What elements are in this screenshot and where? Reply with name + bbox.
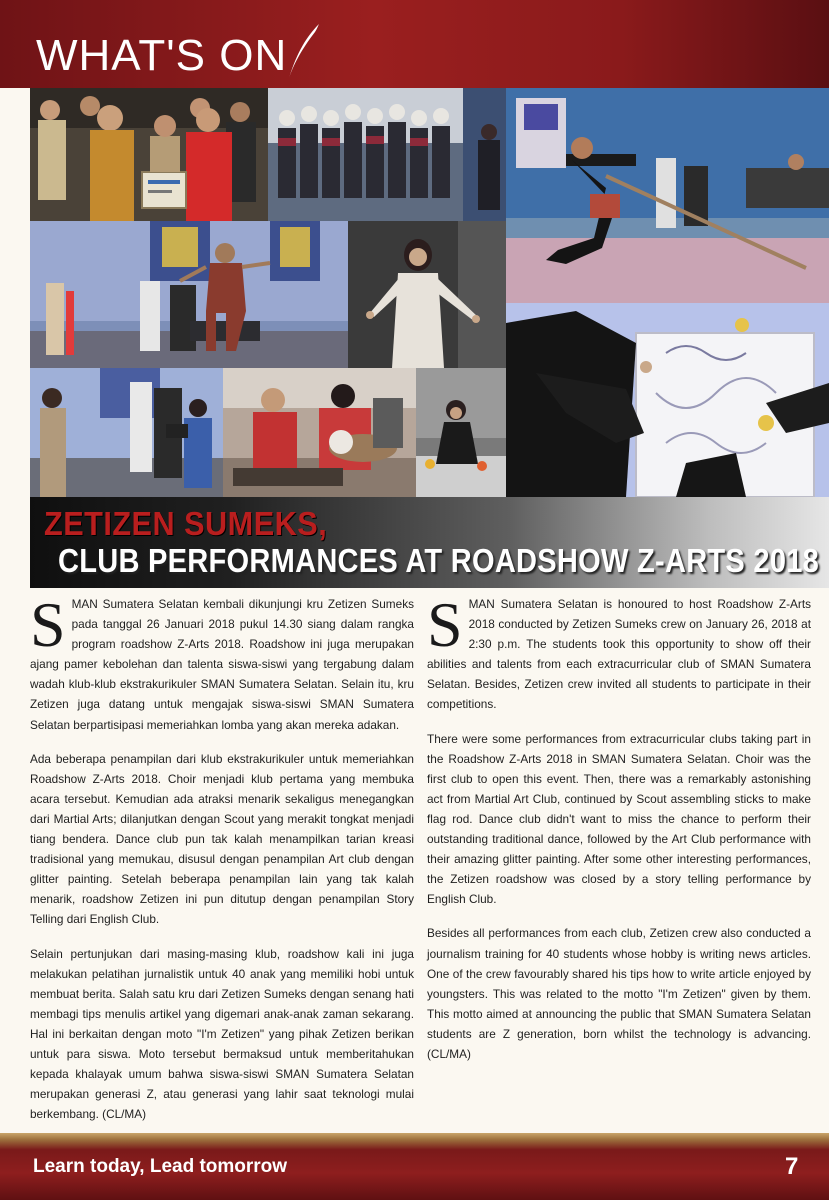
english-paragraph-1-text: MAN Sumatera Selatan is honoured to host Roadshow Z-Arts 2018 conducted by Zetizen Sumeks crew on January 26, 2018 at 2:30 p.m. The students took this opportunity to show off their abilities and talents from each extracurricular club of SMAN Sumatera Selatan. Besides, Zetizen crew invited all students to participate in their competitions. <box>427 597 811 712</box>
header-band <box>0 0 829 88</box>
english-paragraph-2: There were some performances from extracurricular clubs taking part in the Roadshow Z-Arts 2018 in SMAN Sumatera Selatan. Choir was the first club to open this event. Then, there was a remarkably astonishing act from Martial Art Club, continued by Scout assembling sticks to make flag rod. Dance club didn't want to miss the chance to perform their outstanding traditional dance, followed by the Art Club performance with their amazing glitter painting. After some other interesting performances, the Zetizen roadshow was closed by a story telling performance by English Club. <box>427 731 811 907</box>
indonesian-paragraph-1-text: MAN Sumatera Selatan kembali dikunjungi kru Zetizen Sumeks pada tanggal 26 Januari 2018 pukul 14.30 siang dalam rangka program roadshow Z-Arts 2018. Roadshow ini juga merupakan ajang pamer kebolehan dan talenta siswa-siswi yang tergabung dalam wadah klub-klub ekstrakurikuler SMAN Sumatera Selatan. Selain itu, kru Zetizen juga datang untuk mengajak siswa-siswi SMAN Sumatera Selatan berpartisipasi memeriahkan lomba yang akan mereka adakan. <box>30 597 414 732</box>
footer-tagline: Learn today, Lead tomorrow <box>33 1156 288 1177</box>
indonesian-column <box>30 589 414 1138</box>
photo-first-aid <box>223 368 416 497</box>
photo-dance <box>30 221 348 368</box>
photo-collage <box>30 88 829 497</box>
photo-seated-girl <box>416 368 506 497</box>
indonesian-paragraph-2: Ada beberapa penampilan dari klub ekstrakurikuler untuk memeriahkan Roadshow Z-Arts 2018. Choir menjadi klub pertama yang membuka acara tersebut. Kemudian ada atraksi menarik sekaligus menegangkan dari Martial Arts; dilanjutkan dengan Scout yang merakit tongkat menjadi tiang bendera. Dance club pun tak kalah menampilkan tarian kreasi tradisional yang memukau, disusul dengan penampilan Art club dengan glitter painting. Setelah beberapa penampilan lain yang tak kalah menarik, roadshow Zetizen ini pun ditutup dengan penampilan Story Telling dari English Club. <box>30 751 414 927</box>
article-headline-line1: ZETIZEN SUMEKS, <box>44 505 328 542</box>
photo-scout-announcer <box>30 368 223 497</box>
english-paragraph-1 <box>427 589 811 715</box>
english-column <box>427 589 811 1078</box>
quill-icon <box>283 22 323 80</box>
indonesian-paragraph-1 <box>30 589 414 735</box>
photo-story-teller <box>348 221 506 368</box>
section-title: WHAT'S ON <box>36 31 288 80</box>
photo-glitter-painting <box>506 303 829 497</box>
photo-choir <box>268 88 506 221</box>
page-number: 7 <box>785 1153 799 1180</box>
article-headline-line2: CLUB PERFORMANCES AT ROADSHOW Z-ARTS 2018 <box>58 542 820 579</box>
indonesian-paragraph-3: Selain pertunjukan dari masing-masing klub, roadshow kali ini juga melakukan pelatihan jurnalistik untuk 40 anak yang memiliki hobi untuk membuat berita. Salah satu kru dari Zetizen Sumeks dengan senang hati membagi tips menulis artikel yang digemari anak-anak zaman sekarang. Hal ini berkaitan dengan moto "I'm Zetizen" yang pihak Zetizen berikan untuk para siswa. Moto tersebut bermaksud untuk memberitahukan kepada khalayak umum bahwa siswa-siswi SMAN Sumatera Selatan merupakan generasi Z, atau generasi yang lahir saat teknologi mulai berkembang. (CL/MA) <box>30 946 414 1122</box>
dropcap: S <box>427 589 463 660</box>
english-paragraph-3: Besides all performances from each club, Zetizen crew also conducted a journalism training for 40 students whose hobby is writing news articles. One of the crew favourably shared his tips how to write article enjoyed by youngsters. This was related to the motto "I'm Zetizen" given by them. This motto aimed at announcing the public that SMAN Sumatera Selatan students are Z generation, born whilst the technology is advancing. (CL/MA) <box>427 926 811 1061</box>
photo-award-handover <box>30 88 268 221</box>
photo-martial-arts <box>506 88 829 303</box>
dropcap: S <box>30 589 66 660</box>
